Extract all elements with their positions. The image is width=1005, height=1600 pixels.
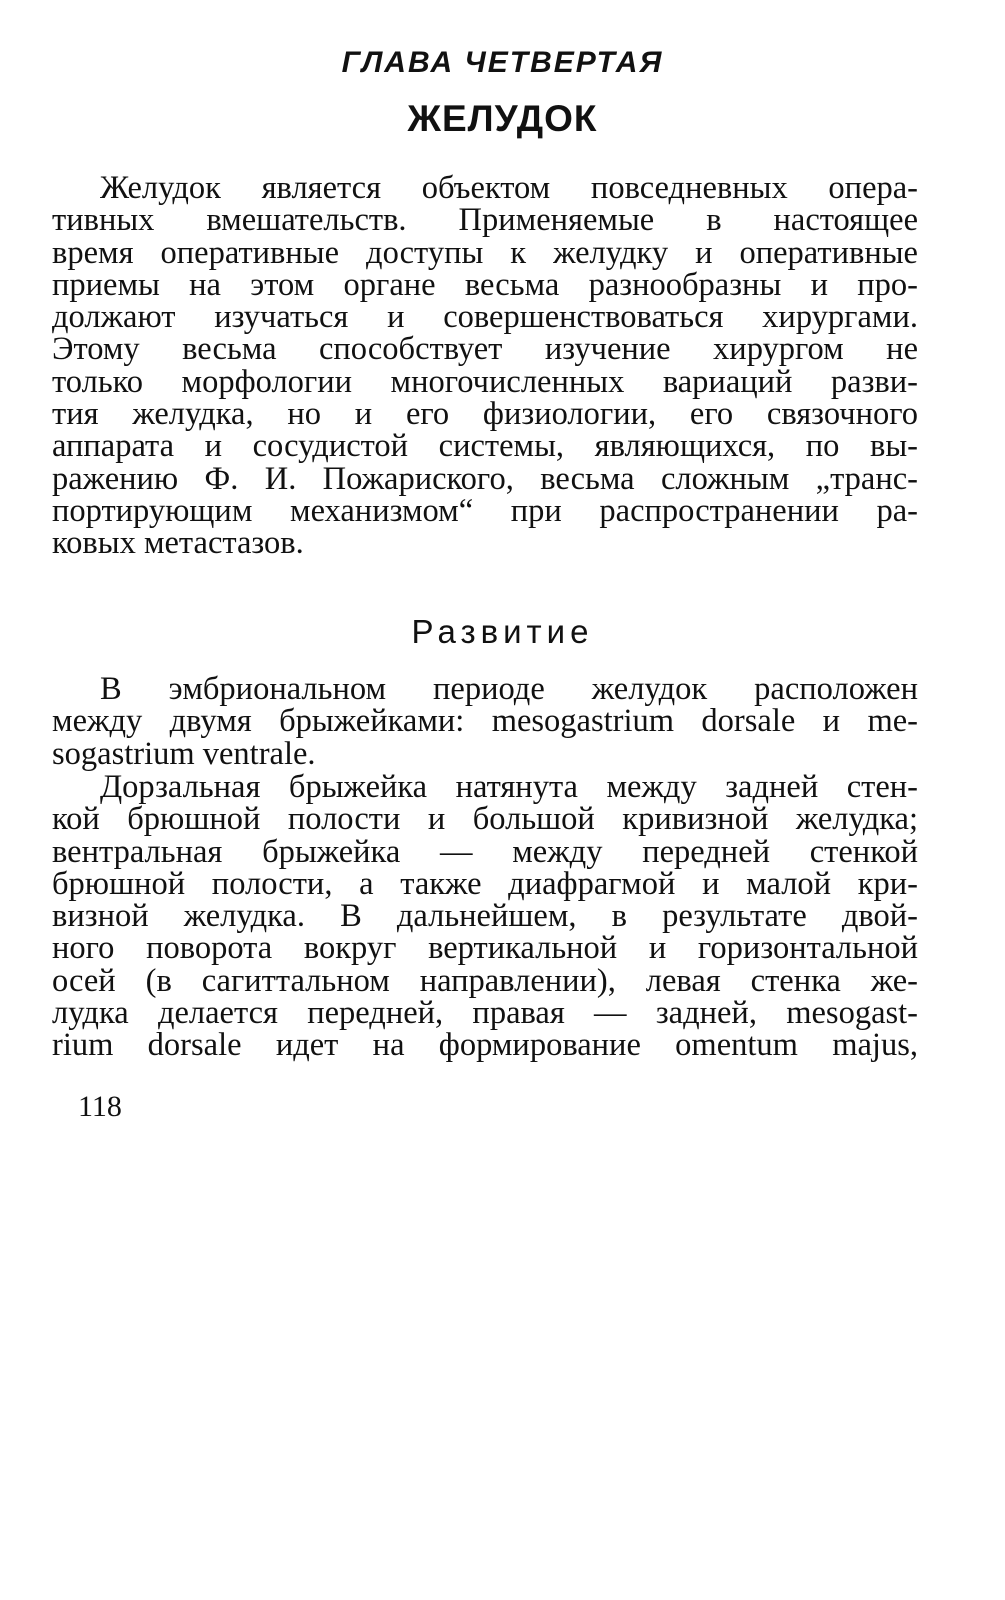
paragraph-line: между двумя брыжейками: mesogastrium dorsale и me- <box>52 703 918 740</box>
development-paragraph-1 <box>52 673 918 770</box>
paragraph-line: приемы на этом органе весьма разнообразны и про- <box>52 266 918 303</box>
paragraph-line: визной желудка. В дальнейшем, в результате двой- <box>52 898 918 935</box>
paragraph-line: ражению Ф. И. Пожариского, весьма сложным „транс- <box>52 460 918 497</box>
chapter-title: ЖЕЛУДОК <box>407 98 598 139</box>
paragraph-line: только морфологии многочисленных вариаций разви- <box>52 363 918 400</box>
paragraph-line: sogastrium ventrale. <box>52 735 316 772</box>
paragraph-line: Дорзальная брыжейка натянута между задней стен- <box>100 769 918 805</box>
chapter-label: ГЛАВА ЧЕТВЕРТАЯ <box>341 46 664 79</box>
page-number: 118 <box>78 1090 122 1123</box>
paragraph-line: В эмбриональном периоде желудок расположен <box>100 671 918 707</box>
paragraph-line: ковых метастазов. <box>52 525 304 562</box>
paragraph-line: должают изучаться и совершенствоваться хирургами. <box>52 299 918 336</box>
paragraph-line: кой брюшной полости и большой кривизной желудка; <box>52 801 918 838</box>
paragraph-line: брюшной полости, а также диафрагмой и малой кри- <box>52 865 918 902</box>
section-title: Развитие <box>411 613 594 650</box>
paragraph-line: тия желудка, но и его физиологии, его связочного <box>52 396 918 433</box>
paragraph-line: rium dorsale идет на формирование omentum majus, <box>52 1027 918 1064</box>
paragraph-line: Желудок является объектом повседневных опера- <box>100 170 918 206</box>
development-paragraph-2 <box>52 771 918 1062</box>
paragraph-line: тивных вмешательств. Применяемые в настоящее <box>52 202 918 239</box>
paragraph-line: портирующим механизмом“ при распространении ра- <box>52 492 918 529</box>
intro-paragraph <box>52 172 918 560</box>
paragraph-line: Этому весьма способствует изучение хирургом не <box>52 331 918 368</box>
paragraph-line: вентральная брыжейка — между передней стенкой <box>52 833 918 870</box>
paragraph-line: осей (в сагиттальном направлении), левая стенка же- <box>52 962 918 999</box>
paragraph-line: лудка делается передней, правая — задней, mesogast- <box>52 995 918 1032</box>
paragraph-line: аппарата и сосудистой системы, являющихся, по вы- <box>52 428 918 465</box>
paragraph-line: ного поворота вокруг вертикальной и горизонтальной <box>52 930 918 967</box>
paragraph-line: время оперативные доступы к желудку и оперативные <box>52 234 918 271</box>
